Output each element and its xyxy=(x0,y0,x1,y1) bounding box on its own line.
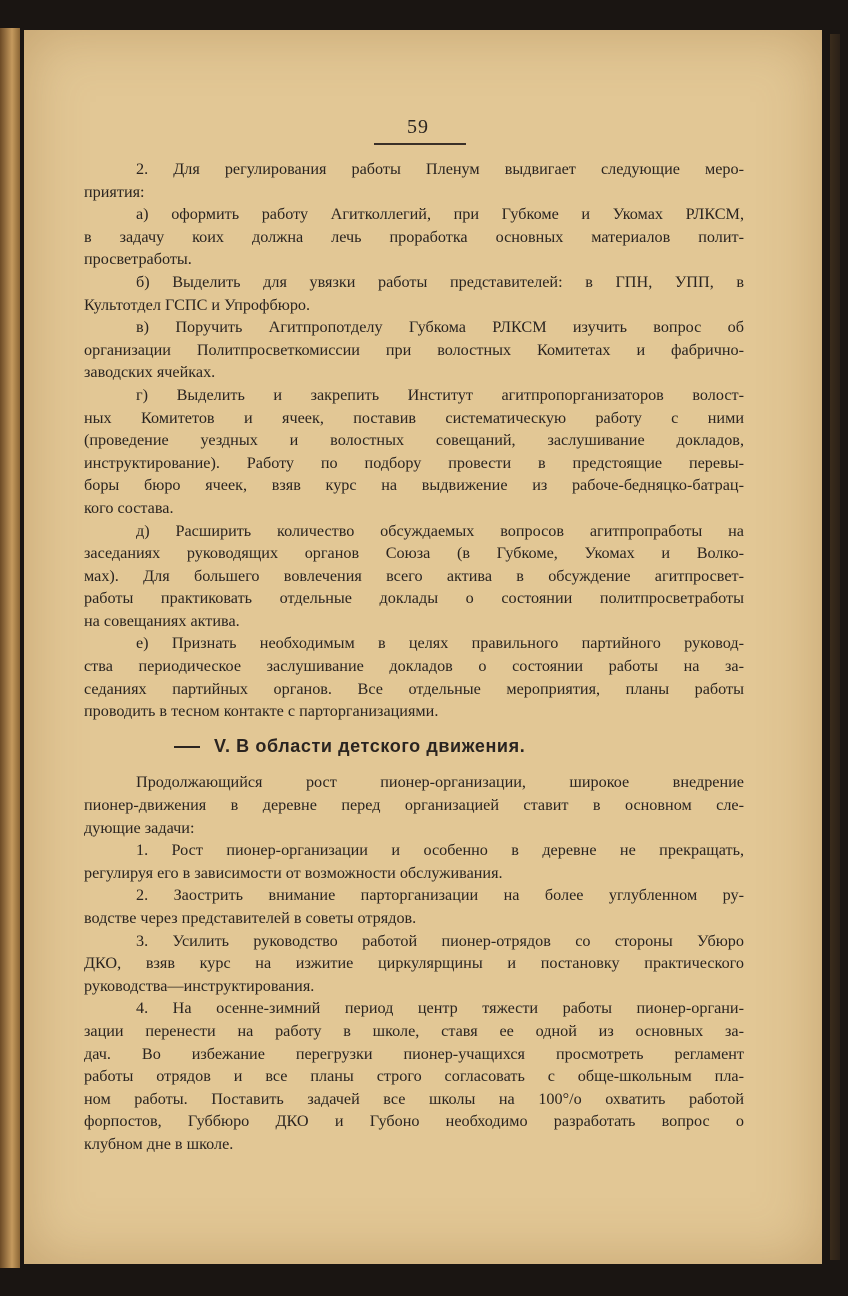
text-line: дующие задачи: xyxy=(84,818,195,837)
text-line: проводить в тесном контакте с парторганизациями. xyxy=(84,702,439,721)
text-line: 1. Рост пионер-организации и особенно в деревне не прекращать, xyxy=(136,841,744,860)
text-line: б) Выделить для увязки работы представителей: в ГПН, УПП, в xyxy=(136,272,744,291)
text-line: пионер-движения в деревне перед организацией ставит в основном сле- xyxy=(84,796,744,815)
text-line: мах). Для большего вовлечения всего актива в обсуждение агитпросвет- xyxy=(84,566,744,585)
adjacent-page-edge xyxy=(0,28,20,1268)
text-line: ДКО, взяв курс на изжитие циркулярщины и постановку практического xyxy=(84,954,744,973)
text-line: кого состава. xyxy=(84,498,174,517)
paragraph-t2 xyxy=(84,884,744,929)
paragraph-intro xyxy=(84,771,744,839)
text-line: Продолжающийся рост пионер-организации, широкое внедрение xyxy=(136,773,744,792)
text-line: руководства—инструктирования. xyxy=(84,976,315,995)
text-line: ства периодическое заслушивание докладов о состоянии работы на за- xyxy=(84,657,744,676)
text-line: регулируя его в зависимости от возможности обслуживания. xyxy=(84,863,503,882)
page-number-underline xyxy=(374,143,466,145)
text-line: заводских ячейках. xyxy=(84,363,216,382)
page-shadow-edge xyxy=(830,34,840,1260)
text-line: ных Комитетов и ячеек, поставив систематическую работу с ними xyxy=(84,408,744,427)
paragraph-t1 xyxy=(84,839,744,884)
text-line: клубном дне в школе. xyxy=(84,1134,234,1153)
page-number xyxy=(368,116,468,139)
text-line: Культотдел ГСПС и Упрофбюро. xyxy=(84,295,311,314)
text-line: 4. На осенне-зимний период центр тяжести работы пионер-органи- xyxy=(136,999,744,1018)
text-line: форпостов, Губбюро ДКО и Губоно необходимо разработать вопрос о xyxy=(84,1112,744,1131)
text-line: работы практиковать отдельные доклады о состоянии политпросветработы xyxy=(84,589,744,608)
paragraph-pb xyxy=(84,271,744,316)
section-heading xyxy=(84,735,744,758)
text-line: дач. Во избежание перегрузки пионер-учащихся просмотреть регламент xyxy=(84,1044,744,1063)
paragraph-p2 xyxy=(84,158,744,203)
section-heading-text: V. В области детского движения. xyxy=(214,735,526,756)
text-line: инструктирование). Работу по подбору провести в предстоящие перевы- xyxy=(84,453,744,472)
paragraph-pe xyxy=(84,632,744,722)
text-line: в задачу коих должна лечь проработка основных материалов полит- xyxy=(84,227,744,246)
text-line: ном работы. Поставить задачей все школы на 100°/о охватить работой xyxy=(84,1089,744,1108)
text-line: е) Признать необходимым в целях правильного партийного руковод- xyxy=(136,634,744,653)
text-line: приятия: xyxy=(84,182,145,201)
paragraph-pd xyxy=(84,520,744,633)
paragraph-pa xyxy=(84,203,744,271)
heading-dash xyxy=(174,746,200,748)
text-line: заседаниях руководящих органов Союза (в Губкоме, Укомах и Волко- xyxy=(84,544,744,563)
text-line: работы отрядов и все планы строго согласовать с обще-школьным пла- xyxy=(84,1067,744,1086)
text-line: г) Выделить и закрепить Институт агитпропорганизаторов волост- xyxy=(136,385,744,404)
text-line: седаниях партийных органов. Все отдельные мероприятия, планы работы xyxy=(84,679,744,698)
paragraph-t4 xyxy=(84,997,744,1155)
text-line: 2. Заострить внимание парторганизации на более углубленном ру- xyxy=(136,886,744,905)
page-number-text: 59 xyxy=(407,116,429,138)
body-text xyxy=(84,158,744,1156)
paragraph-t3 xyxy=(84,930,744,998)
text-line: (проведение уездных и волостных совещаний, заслушивание докладов, xyxy=(84,431,744,450)
text-line: водстве через представителей в советы отрядов. xyxy=(84,909,417,927)
text-line: д) Расширить количество обсуждаемых вопросов агитпропработы на xyxy=(136,521,744,540)
paragraph-pv xyxy=(84,316,744,384)
text-line: просветработы. xyxy=(84,250,192,269)
text-line: 3. Усилить руководство работой пионер-отрядов со стороны Убюро xyxy=(136,931,744,950)
paragraph-pg xyxy=(84,384,744,520)
text-line: боры бюро ячеек, взяв курс на выдвижение из рабоче-бедняцко-батрац- xyxy=(84,476,744,495)
text-line: а) оформить работу Агитколлегий, при Губкоме и Укомах РЛКСМ, xyxy=(136,205,744,224)
text-line: в) Поручить Агитпропотделу Губкома РЛКСМ изучить вопрос об xyxy=(136,318,744,337)
text-line: зации перенести на работу в школе, ставя ее одной из основных за- xyxy=(84,1021,744,1040)
text-line: организации Политпросветкомиссии при волостных Комитетах и фабрично- xyxy=(84,340,744,359)
text-line: 2. Для регулирования работы Пленум выдвигает следующие меро- xyxy=(136,160,744,178)
text-line: на совещаниях актива. xyxy=(84,611,240,630)
